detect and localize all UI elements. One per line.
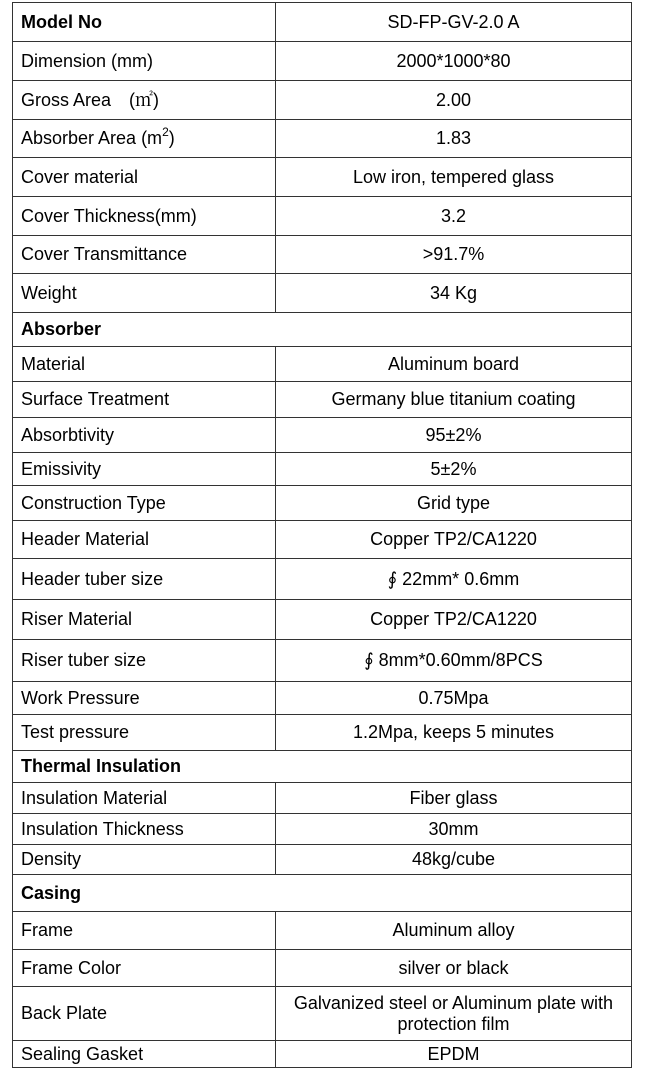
spec-row-work-pressure — [13, 682, 632, 715]
spec-value: 2.00 — [276, 81, 632, 120]
spec-label — [13, 158, 276, 197]
section-title: Casing — [13, 875, 632, 912]
spec-row-absorbtivity — [13, 418, 632, 453]
spec-label-text: Model No — [21, 11, 102, 32]
spec-row-cover-thickness-mm — [13, 197, 632, 236]
spec-label-text: Absorber Area (m — [21, 128, 163, 148]
spec-row-cover-transmittance — [13, 236, 632, 274]
spec-row-frame-color — [13, 950, 632, 987]
spec-label-text: Frame Color — [21, 957, 122, 978]
spec-row-insulation-thickness — [13, 814, 632, 845]
spec-row-sealing-gasket — [13, 1041, 632, 1068]
spec-row-dimension-mm — [13, 42, 632, 81]
spec-value: 95±2% — [276, 418, 632, 453]
spec-label-text: Insulation Material — [21, 787, 168, 808]
spec-value: 34 Kg — [276, 274, 632, 313]
spec-label-text: Insulation Thickness — [21, 818, 184, 839]
spec-label — [13, 274, 276, 313]
spec-label — [13, 783, 276, 814]
spec-value: >91.7% — [276, 236, 632, 274]
spec-row-construction-type — [13, 486, 632, 521]
spec-row-insulation-material — [13, 783, 632, 814]
spec-label-text: Construction Type — [21, 492, 166, 513]
section-header-casing — [13, 875, 632, 912]
spec-label — [13, 600, 276, 640]
spec-row-weight — [13, 274, 632, 313]
spec-value: 3.2 — [276, 197, 632, 236]
spec-label-text: Header Material — [21, 529, 150, 549]
spec-row-material — [13, 347, 632, 382]
spec-label — [13, 640, 276, 682]
spec-label — [13, 987, 276, 1041]
spec-label-text: Gross Area (㎡) — [21, 89, 160, 110]
spec-label — [13, 81, 276, 120]
spec-label-text: Riser tuber size — [21, 650, 147, 670]
spec-value: 1.2Mpa, keeps 5 minutes — [276, 715, 632, 751]
spec-value: Aluminum board — [276, 347, 632, 382]
spec-label — [13, 382, 276, 418]
spec-value: silver or black — [276, 950, 632, 987]
spec-label — [13, 559, 276, 600]
spec-label — [13, 715, 276, 751]
spec-value: SD-FP-GV-2.0 A — [276, 3, 632, 42]
spec-row-header-tuber-size — [13, 559, 632, 600]
spec-row-absorber-area-m — [13, 120, 632, 158]
spec-label — [13, 845, 276, 875]
spec-label — [13, 521, 276, 559]
section-header-thermal-insulation — [13, 751, 632, 783]
spec-value: 2000*1000*80 — [276, 42, 632, 81]
spec-label — [13, 42, 276, 81]
spec-label-text: Back Plate — [21, 1003, 108, 1023]
spec-row-gross-area — [13, 81, 632, 120]
specification-table-body — [13, 3, 632, 1068]
section-title: Absorber — [13, 313, 632, 347]
spec-label-text: Sealing Gasket — [21, 1043, 144, 1064]
spec-value: EPDM — [276, 1041, 632, 1068]
spec-label-text: Absorbtivity — [21, 424, 115, 445]
spec-label — [13, 1041, 276, 1068]
spec-label-suffix: ) — [168, 128, 175, 148]
spec-value: 0.75Mpa — [276, 682, 632, 715]
specification-table — [12, 2, 632, 1068]
spec-row-frame — [13, 912, 632, 950]
spec-label-text: Emissivity — [21, 458, 101, 479]
spec-value: 5±2% — [276, 453, 632, 486]
spec-label — [13, 950, 276, 987]
spec-value: ∮ 22mm* 0.6mm — [276, 559, 632, 600]
spec-label-text: Cover Thickness(mm) — [21, 205, 197, 226]
spec-value: Fiber glass — [276, 783, 632, 814]
spec-row-surface-treatment — [13, 382, 632, 418]
spec-label — [13, 814, 276, 845]
spec-value: Grid type — [276, 486, 632, 521]
spec-row-header-material — [13, 521, 632, 559]
spec-label — [13, 912, 276, 950]
spec-label-text: Test pressure — [21, 722, 130, 742]
spec-label-text: Surface Treatment — [21, 389, 170, 409]
spec-label — [13, 418, 276, 453]
spec-label — [13, 682, 276, 715]
spec-label — [13, 236, 276, 274]
spec-label-text: Cover material — [21, 166, 139, 187]
spec-row-model-no — [13, 3, 632, 42]
spec-value: 1.83 — [276, 120, 632, 158]
spec-row-emissivity — [13, 453, 632, 486]
spec-row-cover-material — [13, 158, 632, 197]
spec-label-text: Frame — [21, 920, 74, 940]
spec-label-text: Header tuber size — [21, 568, 164, 589]
spec-label-text: Weight — [21, 282, 77, 303]
spec-label-superscript: 2 — [162, 125, 169, 139]
spec-value: Galvanized steel or Aluminum plate with protection film — [276, 987, 632, 1041]
spec-row-test-pressure — [13, 715, 632, 751]
section-header-absorber — [13, 313, 632, 347]
spec-value: ∮ 8mm*0.60mm/8PCS — [276, 640, 632, 682]
section-title: Thermal Insulation — [13, 751, 632, 783]
spec-label-text: Riser Material — [21, 609, 133, 629]
spec-label — [13, 3, 276, 42]
spec-row-density — [13, 845, 632, 875]
spec-label-text: Work Pressure — [21, 687, 140, 708]
spec-row-riser-material — [13, 600, 632, 640]
spec-value: Copper TP2/CA1220 — [276, 600, 632, 640]
spec-value: Copper TP2/CA1220 — [276, 521, 632, 559]
spec-label-text: Density — [21, 849, 82, 869]
spec-label — [13, 347, 276, 382]
spec-value: Aluminum alloy — [276, 912, 632, 950]
spec-value: 30mm — [276, 814, 632, 845]
spec-label — [13, 486, 276, 521]
spec-row-back-plate — [13, 987, 632, 1041]
spec-label-text: Dimension (mm) — [21, 50, 154, 71]
spec-value: 48kg/cube — [276, 845, 632, 875]
spec-row-riser-tuber-size — [13, 640, 632, 682]
spec-label — [13, 197, 276, 236]
spec-value: Low iron, tempered glass — [276, 158, 632, 197]
spec-label — [13, 453, 276, 486]
spec-value: Germany blue titanium coating — [276, 382, 632, 418]
spec-label-text: Cover Transmittance — [21, 244, 188, 264]
spec-label — [13, 120, 276, 158]
spec-label-text: Material — [21, 353, 86, 374]
